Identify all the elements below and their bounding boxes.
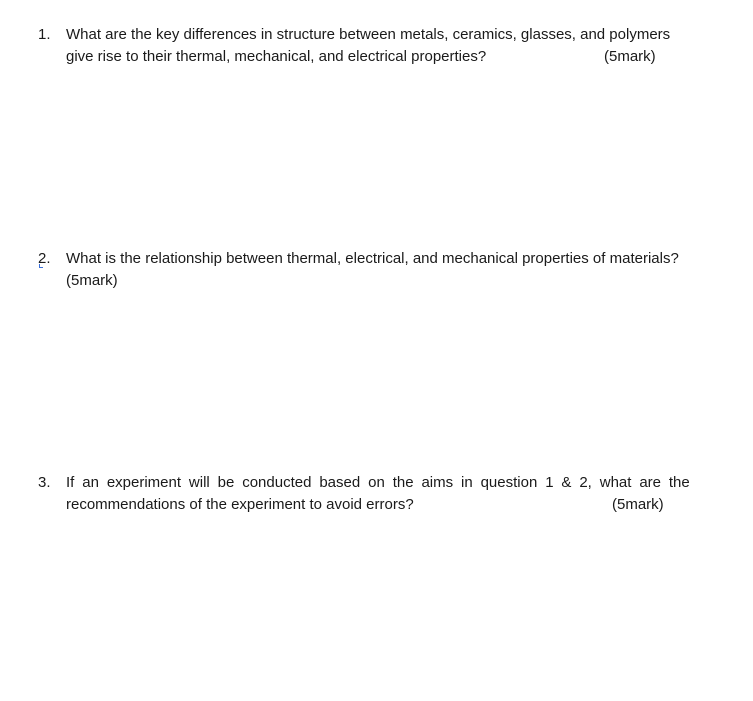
- question-number: 2.: [38, 250, 51, 267]
- question-word: aims: [421, 474, 454, 491]
- question-text: [66, 248, 690, 292]
- question-text: [66, 472, 690, 516]
- question-text: [66, 24, 690, 68]
- question-1: [38, 24, 690, 68]
- question-line: recommendations of the experiment to avoid errors?: [66, 496, 414, 513]
- question-word: be: [217, 474, 235, 491]
- question-word: on: [368, 474, 385, 491]
- question-line: [66, 270, 690, 292]
- question-word: &: [561, 474, 572, 491]
- question-word: the: [668, 474, 690, 491]
- question-number: 1.: [38, 26, 51, 43]
- question-word: an: [82, 474, 99, 491]
- question-line: give rise to their thermal, mechanical, and electrical properties?: [66, 48, 487, 65]
- question-word: 2,: [579, 474, 592, 491]
- question-word: conducted: [242, 474, 312, 491]
- question-word: based: [319, 474, 361, 491]
- mark-allocation: (5mark): [604, 48, 656, 65]
- edit-marker-icon: [39, 264, 43, 268]
- question-line: What are the key differences in structure between metals, ceramics, glasses, and polymers: [66, 26, 671, 43]
- question-word: the: [392, 474, 414, 491]
- question-word: what: [599, 474, 632, 491]
- question-3: [38, 472, 690, 516]
- question-word: will: [188, 474, 210, 491]
- question-word: question: [480, 474, 538, 491]
- question-word: are: [639, 474, 661, 491]
- question-line-justified: [66, 472, 690, 494]
- question-word: If: [66, 474, 75, 491]
- question-word: 1: [545, 474, 554, 491]
- question-number: 3.: [38, 474, 51, 491]
- question-word: in: [461, 474, 473, 491]
- mark-allocation: (5mark): [66, 272, 118, 289]
- question-line: What is the relationship between thermal, electrical, and mechanical properties of materials?: [66, 250, 679, 267]
- question-word: experiment: [106, 474, 182, 491]
- mark-allocation: (5mark): [612, 496, 664, 513]
- question-2: [38, 248, 690, 292]
